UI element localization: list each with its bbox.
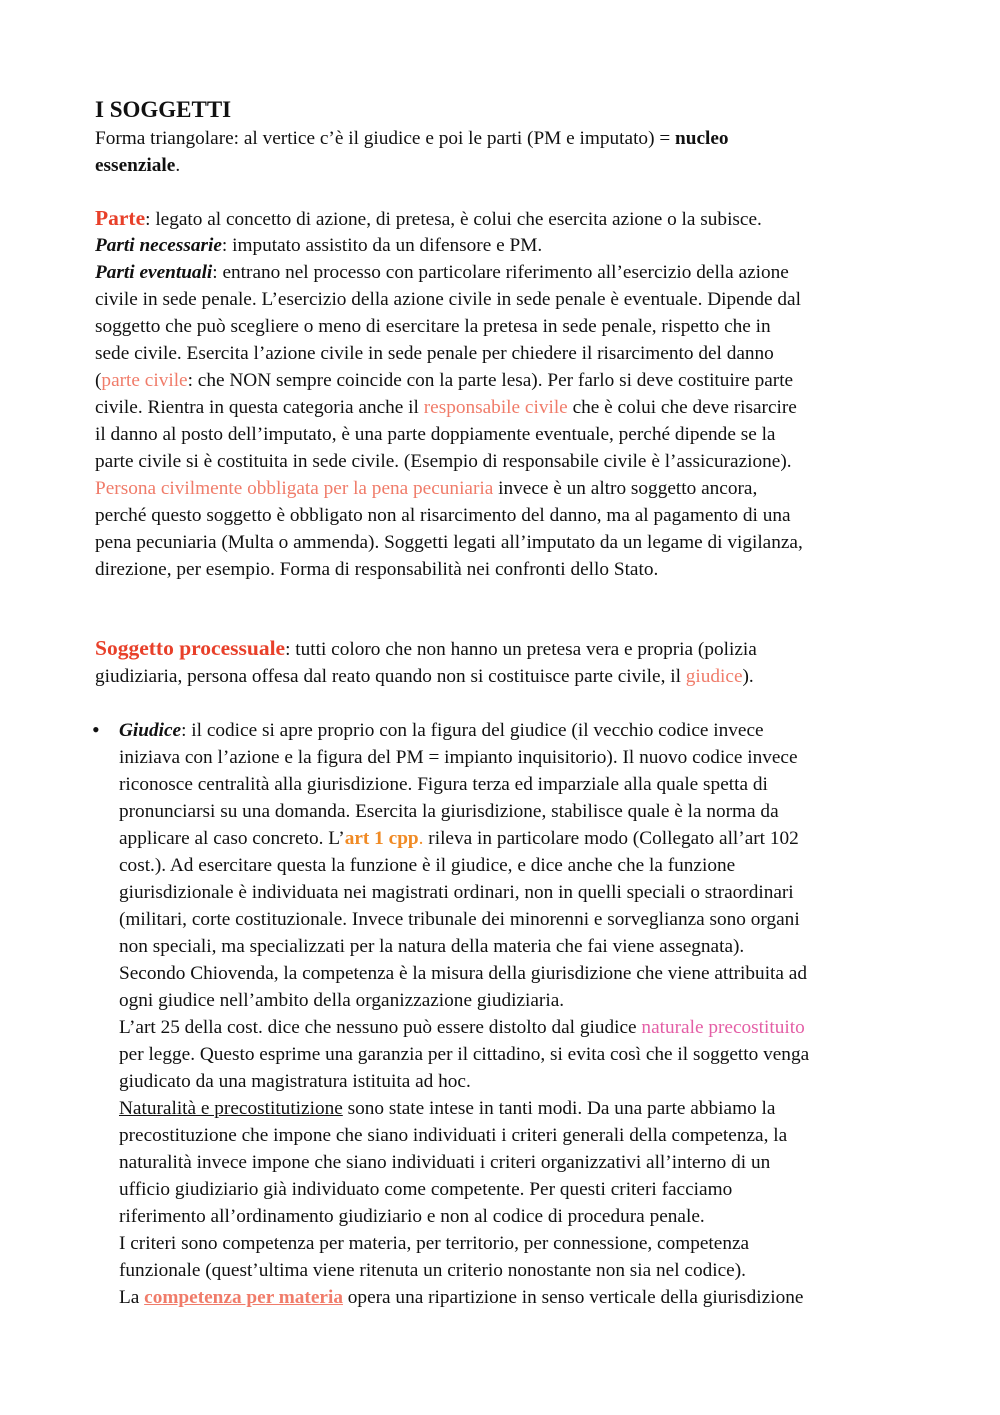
text: opera una ripartizione in senso verticale della giurisdizione (342, 1287, 804, 1308)
giudice-definition: : il codice si apre proprio con la figura del giudice (il vecchio codice invece (181, 720, 764, 741)
intro-text: Forma triangolare: al vertice c’è il giudice e poi le parti (PM e imputato) = (95, 128, 676, 149)
giudice-line-15 (119, 1099, 775, 1118)
parti-eventuali-line (95, 263, 789, 282)
giudice-line-8: (militari, corte costituzionale. Invece tribunale dei minorenni e sorveglianza sono organi (119, 909, 800, 930)
giudice-line-7: giurisdizionale è individuata nei magistrati ordinari, non in quelli speciali o straordinari (119, 882, 794, 903)
text: sono state intese in tanti modi. Da una parte abbiamo la (342, 1098, 776, 1119)
giudice-line-21: funzionale (quest’ultima viene ritenuta un criterio nonostante non sia nel codice). (119, 1260, 746, 1281)
parte-line-8 (95, 398, 797, 417)
intro-bold-2: essenziale (95, 155, 176, 176)
giudice-line-11: ogni giudice nell’ambito della organizzazione giudiziaria. (119, 990, 565, 1011)
parte-line-12: perché questo soggetto è obbligato non al risarcimento del danno, ma al pagamento di una (95, 505, 791, 526)
text: ). (742, 666, 754, 687)
parte-line-1 (95, 208, 762, 230)
parti-necessarie-line (95, 236, 542, 255)
naturalita-underlined: Naturalità e precostitutizione (119, 1098, 343, 1119)
giudice-line-16: precostituzione che impone che siano individuati i criteri generali della competenza, la (119, 1125, 788, 1146)
text: invece è un altro soggetto ancora, (493, 478, 758, 499)
parte-definition: : legato al concetto di azione, di pretesa, è colui che esercita azione o la subisce. (145, 209, 762, 230)
parte-line-5: soggetto che può scegliere o meno di esercitare la pretesa in sede penale, rispetto che in (95, 316, 771, 337)
text: giudiziaria, persona offesa dal reato quando non si costituisce parte civile, il (95, 666, 686, 687)
giudice-highlight: giudice (685, 666, 743, 687)
parti-necessarie-term: Parti necessarie (95, 235, 222, 256)
giudice-line-3: riconosce centralità alla giurisdizione. Figura terza ed imparziale alla quale spetta di (119, 774, 768, 795)
giudice-line-5 (119, 829, 799, 848)
bullet-icon: • (92, 717, 100, 742)
text: L’art 25 della cost. dice che nessuno può essere distolto dal giudice (119, 1017, 642, 1038)
parti-necessarie-text: : imputato assistito da un difensore e PM. (221, 235, 543, 256)
soggetto-line-2 (95, 667, 754, 686)
parte-term: Parte (95, 206, 146, 230)
responsabile-civile-highlight: responsabile civile (423, 397, 568, 418)
text: La (119, 1287, 145, 1308)
giudice-line-6: cost.). Ad esercitare questa la funzione è il giudice, e dice anche che la funzione (119, 855, 736, 876)
text: ( (95, 370, 102, 391)
giudice-line-4: pronunciarsi su una domanda. Esercita la giurisdizione, stabilisce quale è la norma da (119, 801, 779, 822)
parte-line-6: sede civile. Esercita l’azione civile in sede penale per chiedere il risarcimento del danno (95, 343, 774, 364)
giudice-term: Giudice (119, 720, 182, 741)
giudice-line-20: I criteri sono competenza per materia, per territorio, per connessione, competenza (119, 1233, 750, 1254)
parte-line-9: il danno al posto dell’imputato, è una parte doppiamente eventuale, perché dipende se la (95, 424, 776, 445)
competenza-per-materia-highlight: competenza per materia (144, 1287, 343, 1308)
giudice-line-22 (119, 1288, 803, 1307)
naturale-precostituito-highlight: naturale precostituito (641, 1017, 805, 1038)
parte-line-4: civile in sede penale. L’esercizio della azione civile in sede penale è eventuale. Dipende dal (95, 289, 801, 310)
parte-line-13: pena pecuniaria (Multa o ammenda). Soggetti legati all’imputato da un legame di vigilanza, (95, 532, 803, 553)
intro-text-2: . (175, 155, 181, 176)
soggetto-definition: : tutti coloro che non hanno un pretesa vera e propria (polizia (285, 639, 757, 660)
text: rileva in particolare modo (Collegato all’art 102 (423, 828, 799, 849)
giudice-line-18: ufficio giudiziario già individuato come competente. Per questi criteri facciamo (119, 1179, 733, 1200)
giudice-line-1 (119, 721, 764, 740)
intro-line-1 (95, 129, 729, 148)
soggetto-line-1 (95, 638, 757, 660)
parti-eventuali-text: : entrano nel processo con particolare riferimento all’esercizio della azione (212, 262, 789, 283)
text: applicare al caso concreto. L’ (119, 828, 345, 849)
giudice-line-13: per legge. Questo esprime una garanzia per il cittadino, si evita così che il soggetto venga (119, 1044, 810, 1065)
giudice-line-2: iniziava con l’azione e la figura del PM = impianto inquisitorio). Il nuovo codice invece (119, 747, 798, 768)
giudice-line-12 (119, 1018, 805, 1037)
intro-line-2 (95, 156, 180, 175)
soggetto-processuale-term: Soggetto processuale (95, 636, 286, 660)
text: . (418, 828, 424, 849)
giudice-line-19: riferimento all’ordinamento giudiziario e non al codice di procedura penale. (119, 1206, 705, 1227)
art-1-cpp-highlight: art 1 cpp (344, 828, 419, 849)
text: : che NON sempre coincide con la parte lesa). Per farlo si deve costituire parte (187, 370, 794, 391)
parte-line-7 (95, 371, 793, 390)
persona-obbligata-highlight: Persona civilmente obbligata per la pena pecuniaria (95, 478, 494, 499)
text: civile. Rientra in questa categoria anche il (95, 397, 424, 418)
parte-line-10: parte civile si è costituita in sede civile. (Esempio di responsabile civile è l’assicurazione). (95, 451, 792, 472)
text: che è colui che deve risarcire (567, 397, 797, 418)
parte-line-11 (95, 479, 757, 498)
page-title: I SOGGETTI (95, 97, 232, 122)
giudice-line-9: non speciali, ma specializzati per la natura della materia che fai viene assegnata). (119, 936, 745, 957)
parti-eventuali-term: Parti eventuali (95, 262, 213, 283)
intro-bold: nucleo (675, 128, 729, 149)
parte-civile-highlight: parte civile (101, 370, 188, 391)
giudice-line-14: giudicato da una magistratura istituita ad hoc. (119, 1071, 471, 1092)
giudice-line-10: Secondo Chiovenda, la competenza è la misura della giurisdizione che viene attribuita ad (119, 963, 807, 984)
giudice-line-17: naturalità invece impone che siano individuati i criteri organizzativi all’interno di un (119, 1152, 771, 1173)
parte-line-14: direzione, per esempio. Forma di responsabilità nei confronti dello Stato. (95, 559, 659, 580)
